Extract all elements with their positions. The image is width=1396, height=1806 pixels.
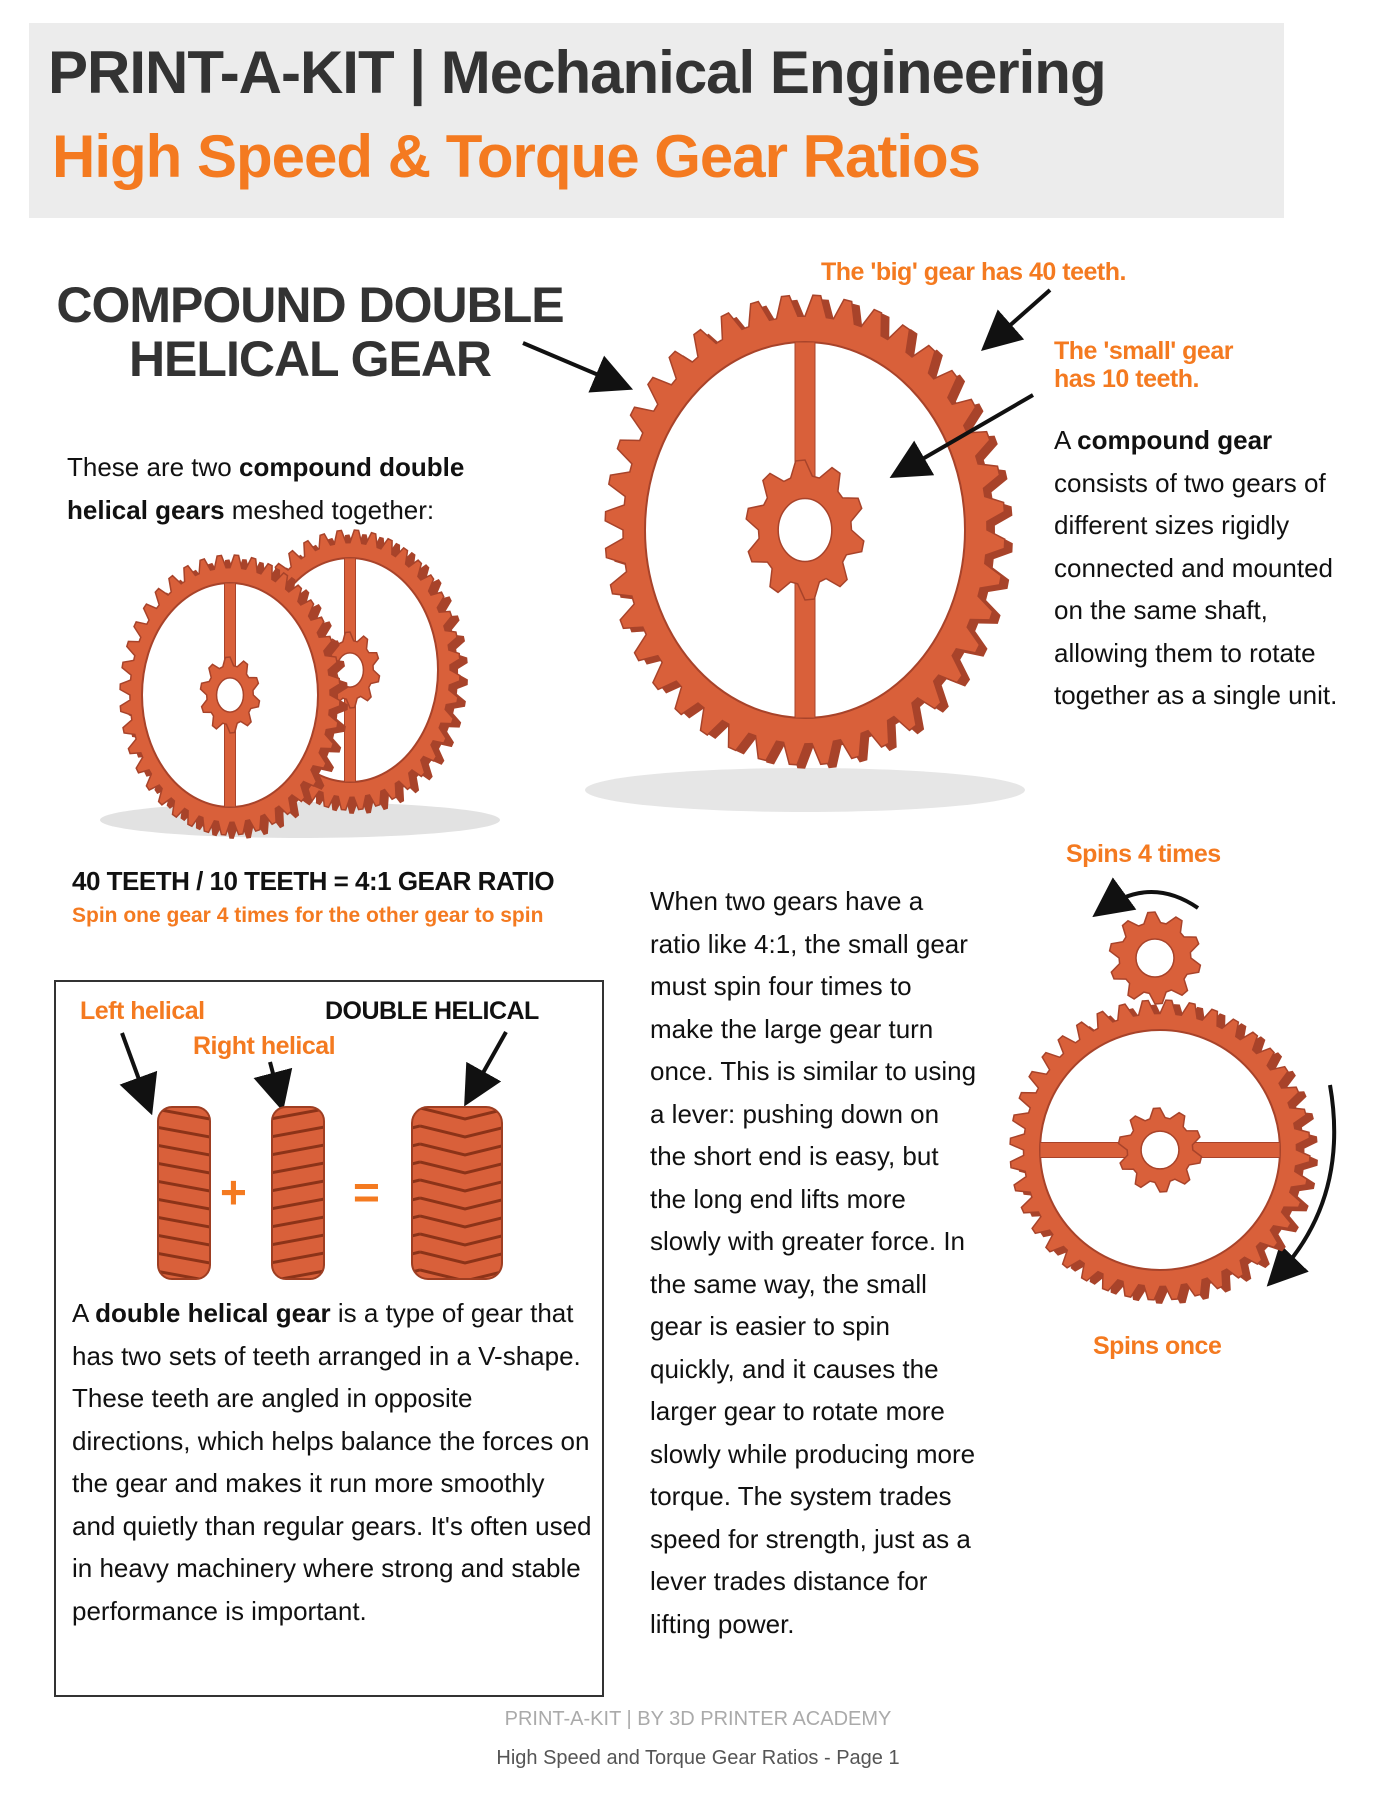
page-title: PRINT-A-KIT | Mechanical Engineering: [48, 39, 1106, 106]
spins-small-label: Spins 4 times: [1066, 840, 1221, 868]
footer-page: High Speed and Torque Gear Ratios - Page 1: [496, 1747, 900, 1769]
double-helical-label: DOUBLE HELICAL: [325, 997, 539, 1025]
arrow-to-gear: [523, 343, 622, 385]
section-title-line2: HELICAL GEAR: [128, 331, 492, 387]
spins-large-label: Spins once: [1093, 1332, 1222, 1360]
left-helical-label: Left helical: [80, 997, 205, 1025]
section-title-line1: COMPOUND DOUBLE: [56, 277, 564, 333]
big-gear-callout: The 'big' gear has 40 teeth.: [821, 258, 1126, 286]
left-helical-gear: [158, 1107, 210, 1279]
page-subtitle: High Speed & Torque Gear Ratios: [52, 123, 981, 190]
helical-gears-illustration: [150, 1105, 510, 1285]
double-helical-gear: [412, 1107, 502, 1279]
arrow-to-big-gear: [990, 290, 1050, 343]
gear-ratio-equation: 40 TEETH / 10 TEETH = 4:1 GEAR RATIO: [72, 866, 555, 896]
compound-gear-definition: A compound gear consists of two gears of different sizes rigidly connected and mounted on the same shaft, allowing them to rotate together as a single unit.: [1054, 425, 1338, 710]
arrow-to-small-gear: [900, 395, 1033, 472]
diagram-small-gear: [1110, 912, 1201, 1004]
equals-sign: =: [353, 1166, 380, 1218]
small-gear-callout: The 'small' gear has 10 teeth.: [1054, 337, 1233, 393]
right-helical-label: Right helical: [193, 1032, 336, 1060]
footer-brand: PRINT-A-KIT | BY 3D PRINTER ACADEMY: [504, 1708, 892, 1730]
gear-ratio-diagram: [990, 900, 1330, 1300]
gear-ratio-explanation: When two gears have a ratio like 4:1, the small gear must spin four times to make the large gear turn once. This is similar to using a lever: pushing down on the short end is easy, but the long end lifts more slowly with greater force. In the same way, the small gear is easier to spin quickly, and it causes the larger gear to rotate more slowly while producing more torque. The system trades speed for strength, just as a lever trades distance for lifting power.: [650, 886, 977, 1639]
plus-sign: +: [220, 1166, 247, 1218]
diagram-large-gear: [1010, 1000, 1318, 1304]
double-helical-description: A double helical gear is a type of gear that has two sets of teeth arranged in a V-shape. These teeth are angled in opposite directions, which helps balance the forces on the gear and makes it run more smoothly and quietly than regular gears. It's often used in heavy machinery where strong and stable performance is important.: [72, 1298, 592, 1626]
gear-ratio-note: Spin one gear 4 times for the other gear to spin: [72, 904, 544, 927]
intro-text: These are two compound double helical gears meshed together:: [67, 452, 465, 525]
right-helical-gear: [272, 1107, 324, 1279]
